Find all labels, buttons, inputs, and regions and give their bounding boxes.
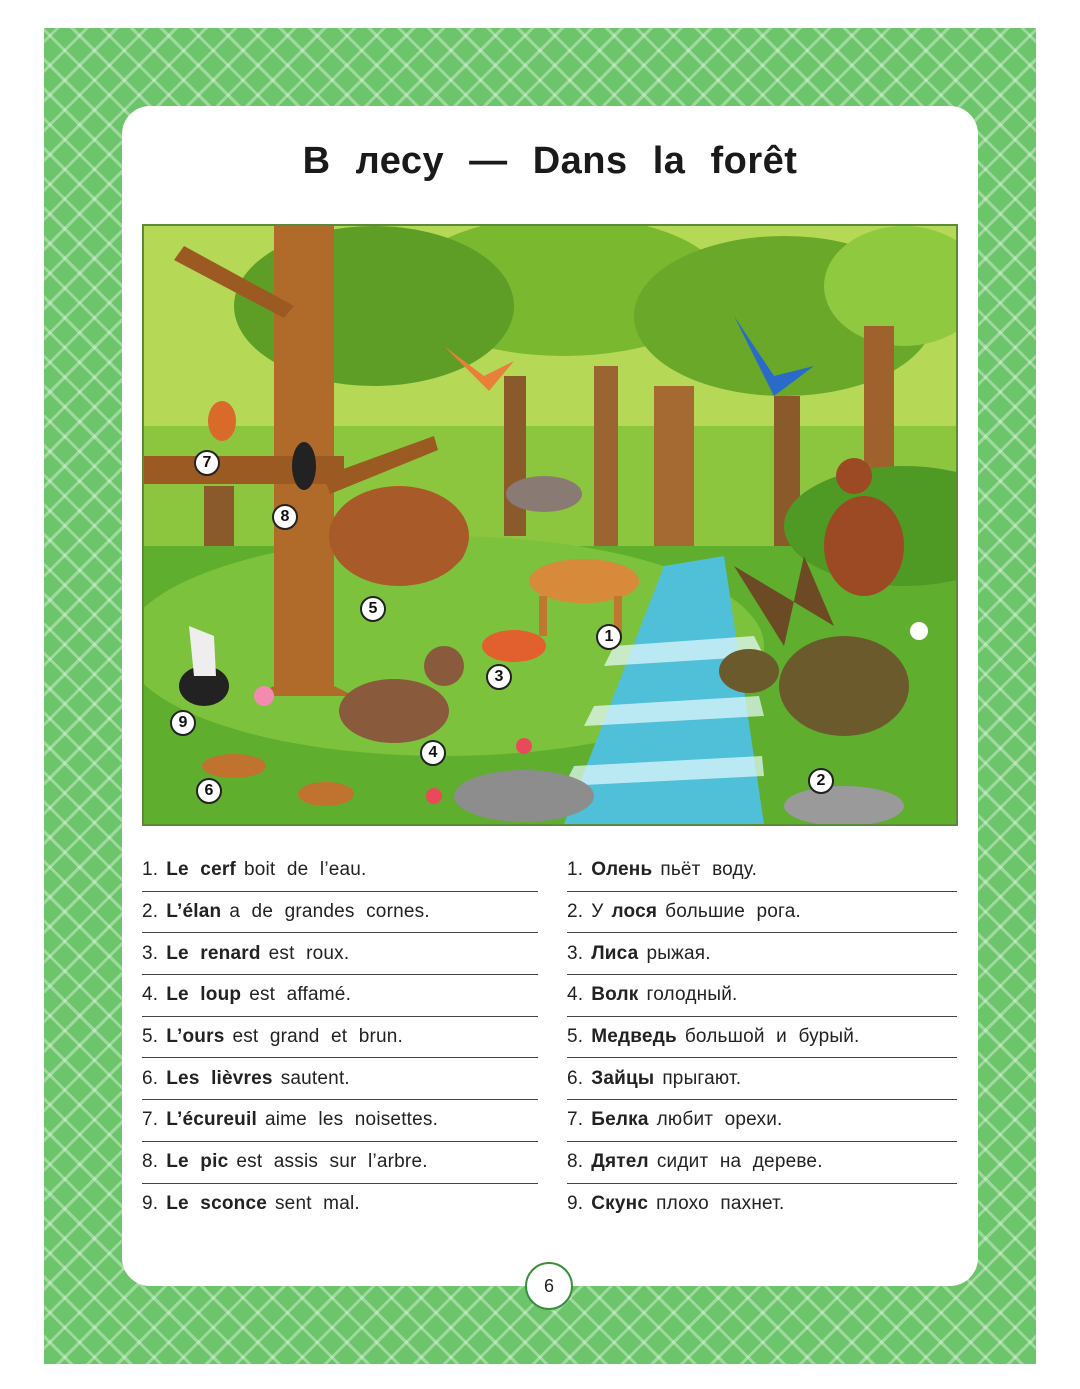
russian-sentence-5 xyxy=(567,1017,957,1059)
scene-marker-4: 4 xyxy=(420,740,446,766)
russian-sentence-9 xyxy=(567,1184,957,1226)
scene-marker-8: 8 xyxy=(272,504,298,530)
french-sentence-1 xyxy=(142,850,538,892)
scene-marker-5: 5 xyxy=(360,596,386,622)
french-sentence-5 xyxy=(142,1017,538,1059)
russian-rest: любит орехи. xyxy=(656,1109,783,1131)
russian-noun: Скунс xyxy=(591,1193,649,1215)
french-noun: Les lièvres xyxy=(166,1067,273,1089)
russian-rest: пьёт воду. xyxy=(660,859,758,881)
french-sentence-2 xyxy=(142,892,538,934)
french-noun: Le cerf xyxy=(166,859,236,881)
russian-rest: большие рога. xyxy=(665,901,801,923)
french-rest: a de grandes cornes. xyxy=(229,901,430,923)
french-noun: L’écureuil xyxy=(166,1109,257,1131)
russian-num: 8. xyxy=(567,1151,584,1173)
french-rest: sautent. xyxy=(280,1067,350,1089)
russian-rest: большой и бурый. xyxy=(684,1026,860,1048)
scene-marker-2: 2 xyxy=(808,768,834,794)
french-rest: est assis sur l’arbre. xyxy=(236,1151,428,1173)
russian-num: 6. xyxy=(567,1067,584,1089)
russian-num: 3. xyxy=(567,942,584,964)
french-sentence-8 xyxy=(142,1142,538,1184)
russian-rest: сидит на дереве. xyxy=(656,1151,823,1173)
french-num: 5. xyxy=(142,1026,159,1048)
russian-rest: голодный. xyxy=(646,984,738,1006)
russian-rest: прыгают. xyxy=(662,1067,742,1089)
russian-num: 2. xyxy=(567,901,584,923)
scene-marker-1: 1 xyxy=(596,624,622,650)
russian-sentences xyxy=(567,850,957,1225)
page-title: В лесу — Dans la forêt xyxy=(302,140,798,182)
scene-marker-6: 6 xyxy=(196,778,222,804)
russian-noun: Волк xyxy=(591,984,639,1006)
french-noun: L’ours xyxy=(166,1026,225,1048)
russian-num: 4. xyxy=(567,984,584,1006)
french-sentence-9 xyxy=(142,1184,538,1226)
french-rest: est roux. xyxy=(268,942,350,964)
french-num: 9. xyxy=(142,1193,159,1215)
forest-illustration xyxy=(142,224,958,826)
russian-num: 1. xyxy=(567,859,584,881)
russian-num: 7. xyxy=(567,1109,584,1131)
forest-scene-drawing xyxy=(144,226,956,824)
russian-sentence-7 xyxy=(567,1100,957,1142)
russian-sentence-3 xyxy=(567,933,957,975)
french-num: 3. xyxy=(142,942,159,964)
scene-marker-9: 9 xyxy=(170,710,196,736)
russian-noun: Лиса xyxy=(591,942,639,964)
scene-marker-3: 3 xyxy=(486,664,512,690)
russian-noun: Дятел xyxy=(591,1151,649,1173)
russian-rest: плохо пахнет. xyxy=(656,1193,785,1215)
french-noun: Le renard xyxy=(166,942,261,964)
page-number: 6 xyxy=(525,1262,573,1310)
french-sentence-7 xyxy=(142,1100,538,1142)
russian-noun: Олень xyxy=(591,859,653,881)
french-num: 6. xyxy=(142,1067,159,1089)
russian-noun: Белка xyxy=(591,1109,649,1131)
french-noun: Le pic xyxy=(166,1151,229,1173)
scene-marker-7: 7 xyxy=(194,450,220,476)
french-sentence-3 xyxy=(142,933,538,975)
french-rest: sent mal. xyxy=(274,1193,360,1215)
russian-sentence-6 xyxy=(567,1058,957,1100)
russian-noun: Зайцы xyxy=(591,1067,655,1089)
french-num: 4. xyxy=(142,984,159,1006)
russian-rest: рыжая. xyxy=(646,942,711,964)
french-num: 8. xyxy=(142,1151,159,1173)
russian-sentence-4 xyxy=(567,975,957,1017)
russian-sentence-8 xyxy=(567,1142,957,1184)
french-sentence-4 xyxy=(142,975,538,1017)
french-sentence-6 xyxy=(142,1058,538,1100)
french-num: 7. xyxy=(142,1109,159,1131)
russian-pre: У xyxy=(591,901,604,923)
russian-num: 5. xyxy=(567,1026,584,1048)
russian-noun: лося xyxy=(611,901,658,923)
french-rest: est grand et brun. xyxy=(232,1026,403,1048)
french-noun: Le loup xyxy=(166,984,242,1006)
russian-sentence-2 xyxy=(567,892,957,934)
french-rest: est affamé. xyxy=(249,984,352,1006)
french-rest: boit de l’eau. xyxy=(243,859,367,881)
russian-noun: Медведь xyxy=(591,1026,677,1048)
russian-sentence-1 xyxy=(567,850,957,892)
french-sentences xyxy=(142,850,538,1225)
french-rest: aime les noisettes. xyxy=(264,1109,439,1131)
french-noun: L’élan xyxy=(166,901,222,923)
french-num: 2. xyxy=(142,901,159,923)
french-num: 1. xyxy=(142,859,159,881)
russian-num: 9. xyxy=(567,1193,584,1215)
french-noun: Le sconce xyxy=(166,1193,267,1215)
